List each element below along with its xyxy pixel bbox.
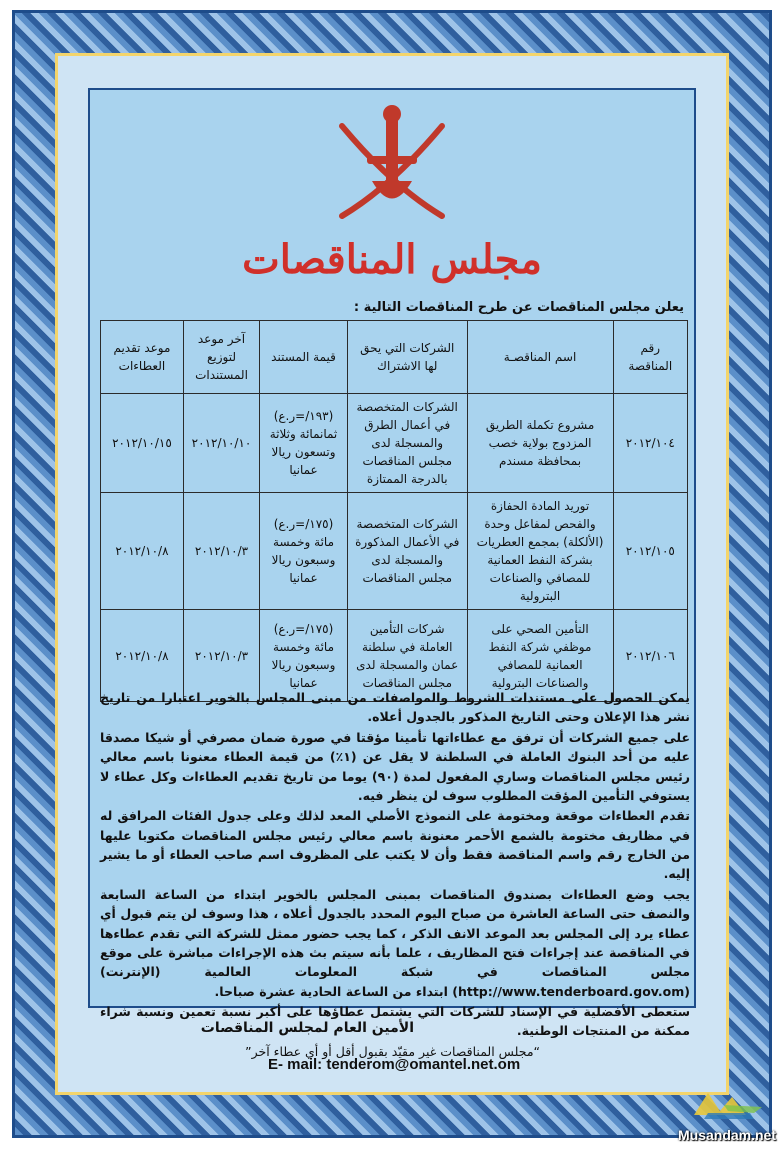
table-header-row xyxy=(101,321,688,394)
table-cell: (١٧٥/=ر.ع) مائة وخمسة وسبعون ريالا عمانيا xyxy=(260,610,348,702)
table-cell: توريد المادة الحفازة والفحص لمفاعل وحدة (الألكلة) بمجمع العطريات بشركة النفط العمانية للمصافي والصناعات البترولية xyxy=(467,493,613,610)
table-cell: ٢٠١٢/١٠/١٠ xyxy=(183,394,259,493)
table-cell: ٢٠١٢/١٠/٨ xyxy=(101,493,184,610)
notice-body xyxy=(100,688,690,1062)
table-cell: ٢٠١٢/١٠٦ xyxy=(613,610,687,702)
column-header: الشركات التي يحق لها الاشتراك xyxy=(347,321,467,394)
column-header: قيمة المستند xyxy=(260,321,348,394)
table-cell: ٢٠١٢/١٠/١٥ xyxy=(101,394,184,493)
paragraph: يجب وضع العطاءات بصندوق المناقصات بمبنى المجلس بالخوير ابتداء من الساعة السابعة والنصف حتى الساعة العاشرة من صباح اليوم المحدد بالجدول أعلاه ، هذا وسوف لن يتم قبول أي عطاء يرد إلى المجلس بعد الموعد الانف الذكر ، كما يجب حضور ممثل للشركة التي تقدم عطاءها في المناقصة عند إجراءات فتح المظاريف ، علما بأنه سيتم بث هذه الإجراءات مباشرة على موقع مجلس المناقصات في شبكة المعلومات العالمية (الإنترنت) (http://www.tenderboard.gov.om) ابتداء من الساعة الحادية عشرة صباحا. xyxy=(100,886,690,999)
oman-emblem-icon xyxy=(322,96,462,236)
column-header: موعد تقديم العطاءات xyxy=(101,321,184,394)
contact-email: E- mail: tenderom@omantel.net.om xyxy=(268,1056,521,1073)
tenders-table xyxy=(100,320,688,702)
table-cell: ٢٠١٢/١٠/٣ xyxy=(183,610,259,702)
paragraph: على جميع الشركات أن ترفق مع عطاءاتها تأمينا مؤقتا في صورة ضمان مصرفي أو شيكا مصدقا عليه من أحد البنوك العاملة في السلطنة لا يقل عن (١٪) من قيمة العطاء معنونا باسم معالي رئيس مجلس المناقصات وساري المفعول لمدة (٩٠) يوما من تاريخ تقديم العطاءات وكل عطاء لا يستوفي التأمين المؤقت المطلوب سوف لن ينظر فيه. xyxy=(100,729,691,803)
table-cell: ٢٠١٢/١٠/٨ xyxy=(101,610,184,702)
intro-text: يعلن مجلس المناقصات عن طرح المناقصات التالية : xyxy=(353,300,684,315)
table-cell: التأمين الصحي على موظفي شركة النفط العمانية للمصافي والصناعات البترولية xyxy=(467,610,613,702)
column-header: رقم المناقصة xyxy=(613,321,687,394)
table-cell: ٢٠١٢/١٠/٣ xyxy=(183,493,259,610)
table-row xyxy=(101,394,688,493)
table-cell: ٢٠١٢/١٠٥ xyxy=(613,493,687,610)
disclaimer-quote: “مجلس المناقصات غير مقيّد بقبول أقل أو أي عطاء آخر” xyxy=(245,1043,540,1059)
paragraph: تقدم العطاءات موقعة ومختومة على النموذج الأصلي المعد لذلك وعلى جدول الفئات المرافق له في مظاريف مختومة بالشمع الأحمر معنونة باسم معالي رئيس مجلس المناقصات مكتوبا عليها من الخارج رقم واسم المناقصة فقط وأن لا يكتب على المظروف اسم صاحب العطاء أو ما يشير إليه. xyxy=(100,808,690,882)
column-header: اسم المناقصـة xyxy=(467,321,613,394)
page-title: مجلس المناقصات xyxy=(242,236,542,283)
table-cell: ٢٠١٢/١٠٤ xyxy=(613,394,687,493)
table-cell: الشركات المتخصصة في أعمال الطرق والمسجلة لدى مجلس المناقصات بالدرجة الممتازة xyxy=(347,394,467,493)
column-header: آخر موعد لتوزيع المستندات xyxy=(183,321,259,394)
table-cell: (١٧٥/=ر.ع) مائة وخمسة وسبعون ريالا عمانيا xyxy=(260,493,348,610)
table-cell: مشروع تكملة الطريق المزدوج بولاية خصب بمحافظة مسندم xyxy=(467,394,613,493)
watermark-logo-icon xyxy=(694,1085,764,1123)
paragraph: ستعطى الأفضلية في الإسناد للشركات التي يشتمل عطاؤها على أكبر نسبة تعمين ونسبة شراء ممكنة من المنتجات الوطنية. xyxy=(100,1004,690,1039)
table-row xyxy=(101,493,688,610)
paragraph: يمكن الحصول على مستندات الشروط والمواصفات من مبنى المجلس بالخوير اعتبارا من تاريخ نشر هذا الإعلان وحتى التاريخ المذكور بالجدول أعلاه. xyxy=(100,690,690,725)
site-watermark: Musandam.net xyxy=(677,1127,776,1143)
signature: الأمين العام لمجلس المناقصات xyxy=(200,1020,414,1036)
table-cell: الشركات المتخصصة في الأعمال المذكورة والمسجلة لدى مجلس المناقصات xyxy=(347,493,467,610)
table-cell: (١٩٣/=ر.ع) ثمانمائة وثلاثة وتسعون ريالا عمانيا xyxy=(260,394,348,493)
table-cell: شركات التأمين العاملة في سلطنة عمان والمسجلة لدى مجلس المناقصات xyxy=(347,610,467,702)
